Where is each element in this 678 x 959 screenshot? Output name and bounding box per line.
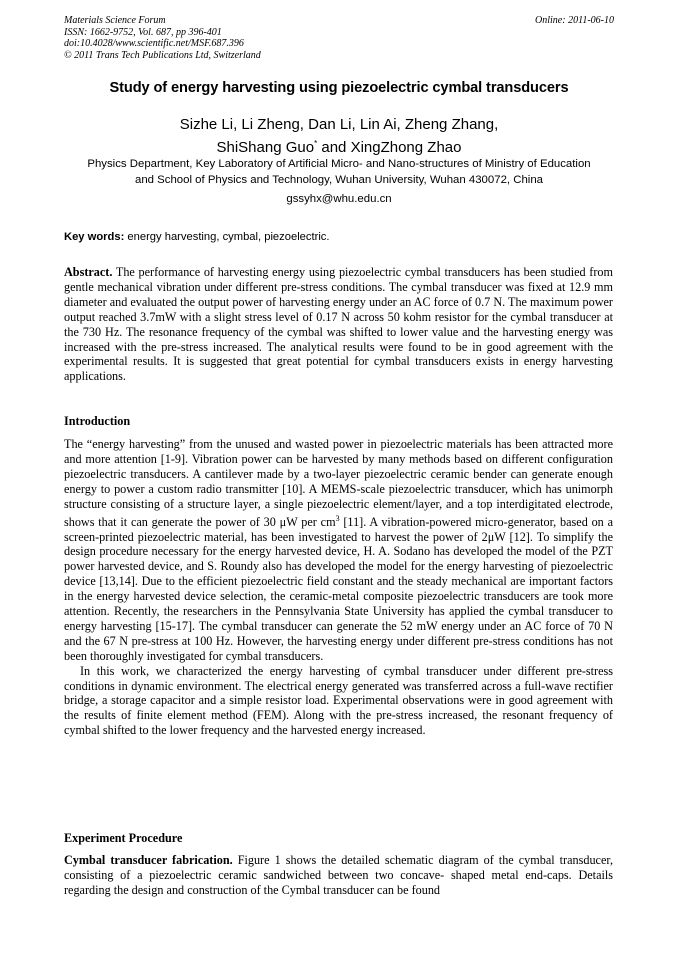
experiment-body — [64, 853, 613, 898]
introduction-paragraph-2: In this work, we characterized the energy harvesting of cymbal transducer under different pre-stress conditions in dynamic environment. The electrical energy generated was transferred across a full-wave rectifier bridge, a storage capacitor and a simple resistor load. Experimental observations were in good agreement with the results of finite element method (FEM). Along with the pre-stress increased, the resonant frequency of cymbal shifted to the lower frequency and the harvested energy increased. — [64, 663, 613, 738]
affiliation-line-1: Physics Department, Key Laboratory of Artificial Micro- and Nano-structures of Ministry of Education — [87, 158, 591, 170]
journal-issn: ISSN: 1662-9752, Vol. 687, pp 396-401 — [64, 26, 222, 38]
journal-header — [64, 15, 261, 61]
keywords-text: energy harvesting, cymbal, piezoelectric. — [124, 231, 330, 243]
corresponding-mark: * — [314, 139, 318, 148]
author-line-1: Sizhe Li, Li Zheng, Dan Li, Lin Ai, Zheng Zhang, — [179, 116, 499, 133]
intro-p1-part-b: [11]. A vibration-powered micro-generator, based on a screen-printed piezoelectric material, has been investigated to harvest the power of 2μW [12]. To simplify the design procedure necessary for the energy harvested device, H. A. Sodano has developed the model of the PZT power harvested device, and S. Roundy also has developed the model for the energy harvesting of piezoelectric device [13,14]. Due to the efficient piezoelectric field constant and the steady mechanical are important factors in the energy harvested device selection, the ceramic-metal composite piezoelectric transducers are took more attention. Recently, the researchers in the Pennsylvania State University has applied the cymbal transducer to energy harvesting [15-17]. The cymbal transducer can generate the 52 mW energy under an AC force of 70 N and the 67 N pre-stress at 100 Hz. However, the harvesting energy under different pre-stress conditions has not been thoroughly investigated for cymbal transducers. — [64, 514, 613, 663]
experiment-text: Figure 1 shows the detailed schematic diagram of the cymbal transducer, consisting of a piezoelectric ceramic sandwiched between two concave- shaped metal end-caps. Details regarding the design and construction of the Cymbal transducer can be found — [64, 853, 613, 897]
paper-title: Study of energy harvesting using piezoelectric cymbal transducers — [109, 80, 569, 96]
intro-p1-superscript: 3 — [335, 513, 340, 523]
online-date: Online: 2011-06-10 — [535, 15, 614, 26]
journal-copyright: © 2011 Trans Tech Publications Ltd, Switzerland — [64, 49, 261, 61]
abstract-label: Abstract. — [64, 265, 113, 279]
affiliation — [40, 156, 638, 188]
introduction-body — [64, 437, 613, 738]
experiment-heading: Experiment Procedure — [64, 831, 183, 845]
author-list — [40, 115, 638, 157]
author-corresponding: ShiShang Guo — [216, 139, 315, 156]
affiliation-line-2: and School of Physics and Technology, Wuhan University, Wuhan 430072, China — [135, 174, 543, 186]
intro-p1-part-a: The “energy harvesting” from the unused and wasted power in piezoelectric materials has been attracted more and more attention [1-9]. Vibration power can be harvested by many methods based on different configuration piezoelectric transducers. A cantilever made by a two-layer piezoelectric ceramic bender can generate enough energy to power a custom radio transmitter [10]. A MEMS-scale piezoelectric transducer, which has unimorph structure consisting of a structure layer, a single piezoelectric element/layer, and a top interdigitated electrode, shows that it can generate the power of 30 μW per cm — [64, 437, 613, 529]
abstract — [64, 265, 613, 384]
introduction-heading: Introduction — [64, 414, 131, 428]
abstract-text: The performance of harvesting energy using piezoelectric cymbal transducers has been studied from gentle mechanical vibration under different pre-stress conditions. The cymbal transducer was fixed at 12.9 mm diameter and evaluated the output power of harvesting energy under an AC force of 0.7 N. The maximum power output reached 3.7mW with a slight stress level of 0.17 N across 50 kohm resistor for the cymbal transducer at the 730 Hz. The resonance frequency of the cymbal was shifted to lower value and the harvesting energy was increased with the pre-stress increased. The analytical results were found to be in good agreement with the experimental results. It is suggested that great potential for cymbal transducers exists in energy harvesting applications. — [64, 265, 613, 384]
keywords — [64, 231, 330, 243]
journal-doi: doi:10.4028/www.scientific.net/MSF.687.396 — [64, 38, 244, 49]
journal-name: Materials Science Forum — [64, 15, 166, 26]
author-email: gssyhx@whu.edu.cn — [286, 193, 392, 205]
author-line-2 — [40, 134, 638, 157]
experiment-subheading: Cymbal transducer fabrication. — [64, 853, 233, 867]
author-rest: and XingZhong Zhao — [317, 139, 462, 156]
introduction-paragraph-1 — [64, 437, 613, 664]
keywords-label: Key words: — [64, 231, 125, 243]
